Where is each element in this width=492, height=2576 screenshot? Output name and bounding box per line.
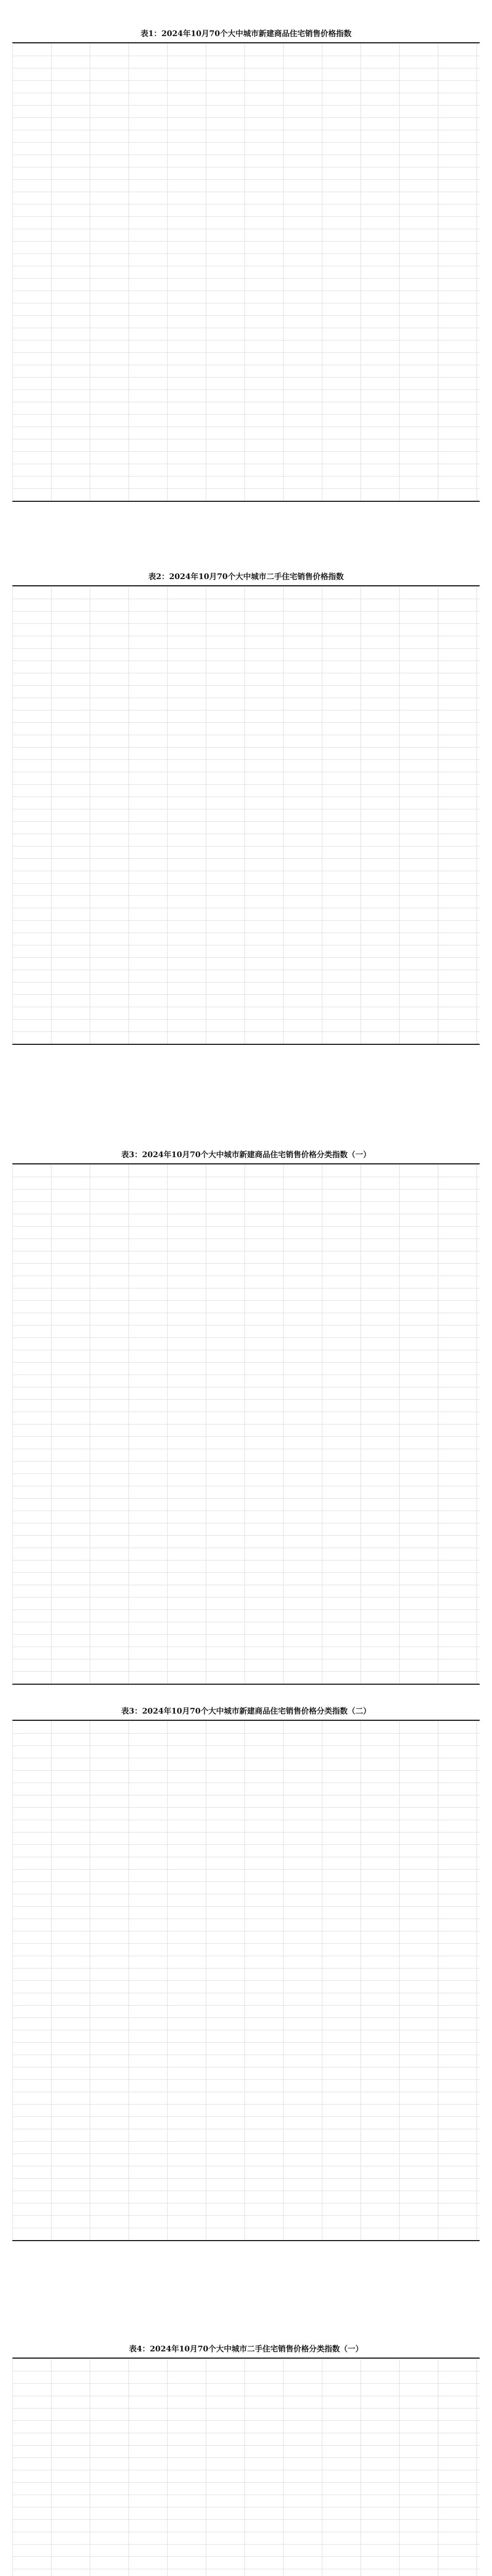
table-grid: [12, 43, 480, 501]
table-3-part-2: [12, 1720, 480, 2241]
section-title: 表1：2024年10月70个大中城市新建商品住宅销售价格指数: [140, 29, 352, 38]
table-grid: [12, 1164, 480, 1684]
section-table-2: [0, 571, 492, 1045]
section-table-3-part-1: [0, 1149, 492, 1685]
table-2: [12, 585, 480, 1045]
section-table-3-part-2: [0, 1705, 492, 2241]
table-3-part-1: [12, 1163, 480, 1685]
table-1: [12, 42, 480, 502]
section-table-4-part-1: [0, 2343, 492, 2576]
table-grid: [12, 1721, 480, 2240]
section-title: 表2：2024年10月70个大中城市二手住宅销售价格指数: [148, 572, 344, 581]
section-title: 表4：2024年10月70个大中城市二手住宅销售价格分类指数（一）: [129, 2344, 363, 2353]
table-4-part-1: [12, 2358, 480, 2576]
section-title: 表3：2024年10月70个大中城市新建商品住宅销售价格分类指数（二）: [121, 1706, 371, 1716]
table-grid: [12, 2359, 480, 2576]
section-table-1: [0, 28, 492, 502]
section-title: 表3：2024年10月70个大中城市新建商品住宅销售价格分类指数（一）: [121, 1150, 371, 1159]
table-grid: [12, 586, 480, 1044]
